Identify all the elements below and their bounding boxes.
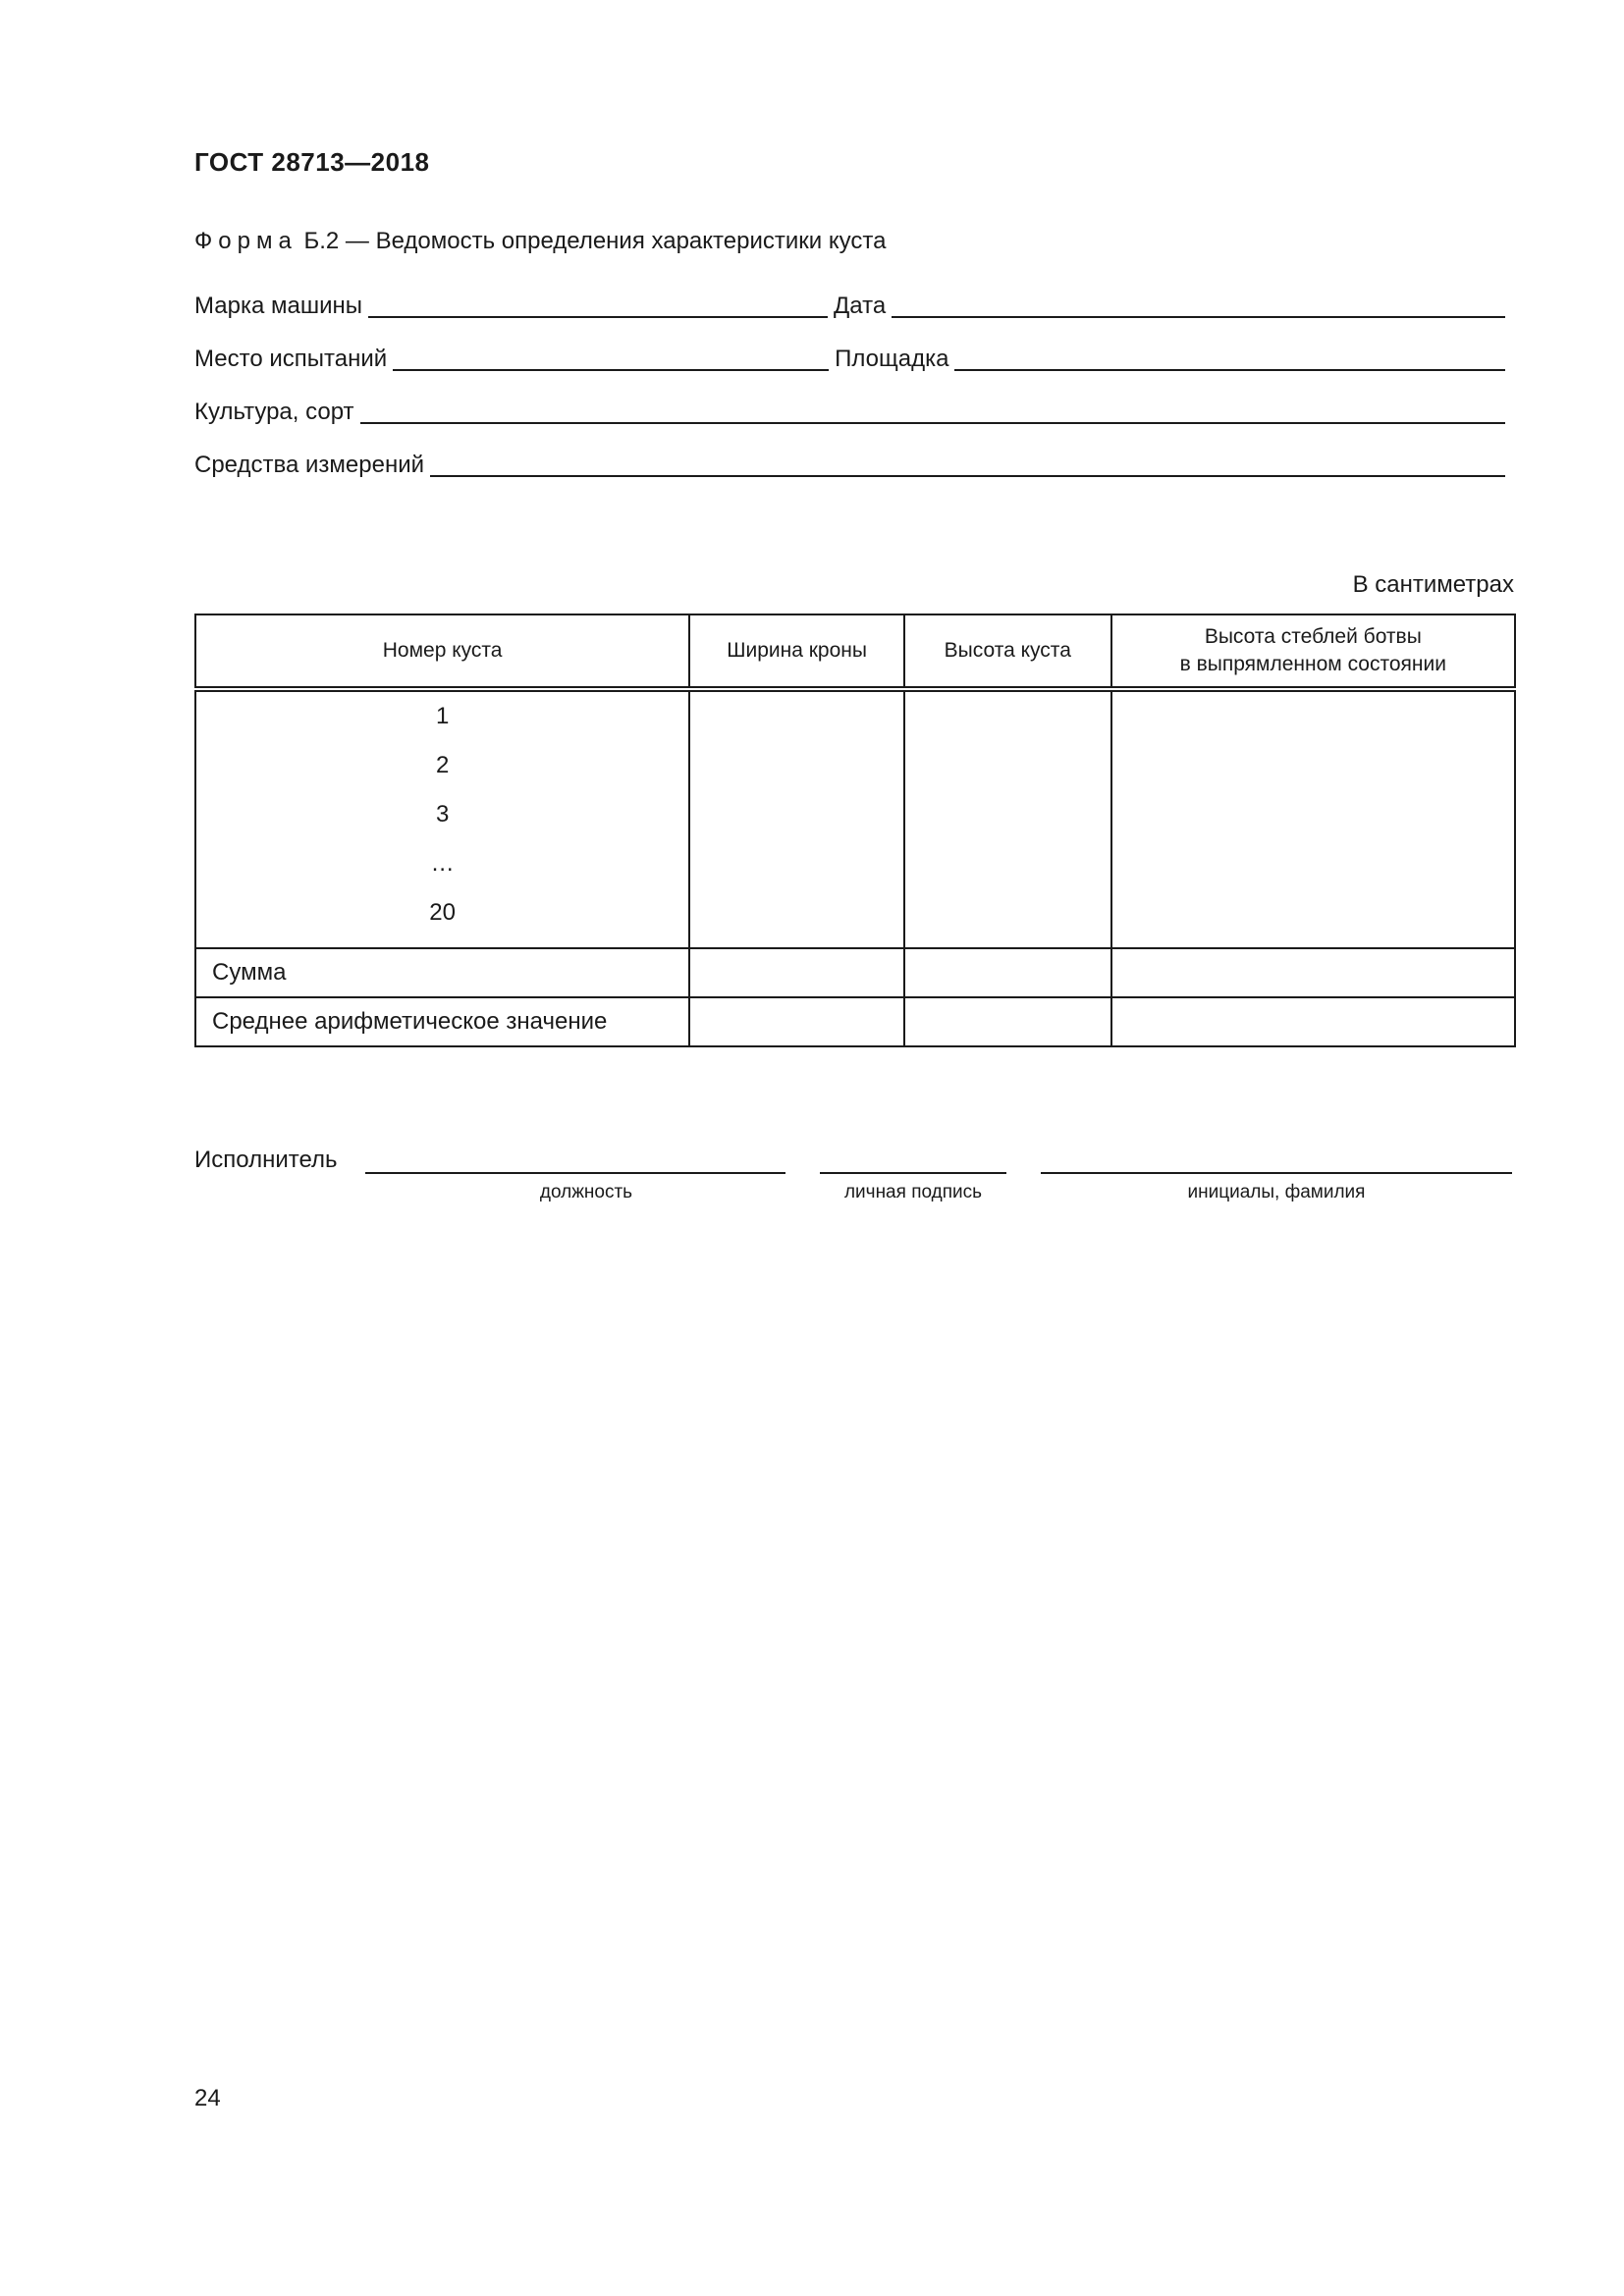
table-header-row (195, 614, 1515, 689)
crop-variety-blank[interactable] (360, 421, 1505, 424)
sum-crown-width-cell[interactable] (689, 948, 904, 997)
measuring-means-blank[interactable] (430, 474, 1505, 477)
test-place-blank[interactable] (393, 368, 829, 371)
form-title-prefix: Форма (194, 228, 298, 254)
date-label: Дата (834, 293, 887, 319)
form-title (194, 228, 886, 255)
header-bush-height: Высота куста (904, 614, 1111, 689)
bush-number: 20 (429, 899, 456, 926)
mean-label: Среднее арифметическое значение (195, 997, 689, 1046)
mean-crown-width-cell[interactable] (689, 997, 904, 1046)
position-blank[interactable] (365, 1171, 785, 1174)
document-code: ГОСТ 28713—2018 (194, 147, 430, 177)
header-bush-number: Номер куста (195, 614, 689, 689)
stem-height-cell[interactable] (1111, 689, 1515, 948)
header-crown-width: Ширина кроны (689, 614, 904, 689)
bush-number: 2 (435, 752, 450, 778)
sum-label: Сумма (195, 948, 689, 997)
bush-number-cell (195, 689, 689, 948)
field-row-machine-date (194, 287, 1511, 322)
site-blank[interactable] (954, 368, 1505, 371)
measuring-means-label: Средства измерений (194, 452, 425, 478)
bush-height-cell[interactable] (904, 689, 1111, 948)
header-stem-height-line1: Высота стеблей ботвы (1204, 625, 1422, 648)
name-blank[interactable] (1041, 1171, 1512, 1174)
page-number: 24 (194, 2085, 221, 2111)
field-row-place-site (194, 340, 1511, 375)
performer-label: Исполнитель (194, 1147, 338, 1173)
name-caption: инициалы, фамилия (1187, 1182, 1366, 1202)
table-row-numbers (195, 689, 1515, 948)
bush-number-ellipsis: … (430, 850, 455, 877)
sum-stem-height-cell[interactable] (1111, 948, 1515, 997)
site-label: Площадка (835, 346, 949, 372)
signature-caption: личная подпись (843, 1182, 983, 1202)
field-row-measuring (194, 446, 1511, 481)
mean-bush-height-cell[interactable] (904, 997, 1111, 1046)
header-stem-height-line2: в выпрямленном состоянии (1179, 653, 1446, 675)
bush-number: 3 (435, 801, 450, 828)
field-row-crop (194, 393, 1511, 428)
machine-brand-blank[interactable] (368, 315, 828, 318)
bush-number: 1 (435, 703, 450, 729)
table-row-sum (195, 948, 1515, 997)
units-note: В сантиметрах (1352, 571, 1514, 598)
crown-width-cell[interactable] (689, 689, 904, 948)
table-row-mean (195, 997, 1515, 1046)
mean-stem-height-cell[interactable] (1111, 997, 1515, 1046)
form-title-text: Б.2 — Ведомость определения характеристики куста (297, 228, 887, 254)
crop-variety-label: Культура, сорт (194, 399, 354, 425)
machine-brand-label: Марка машины (194, 293, 363, 319)
signature-blank[interactable] (820, 1171, 1006, 1174)
position-caption: должность (539, 1182, 633, 1202)
bush-characteristics-table (194, 614, 1516, 1047)
header-stem-height (1111, 614, 1515, 689)
date-blank[interactable] (892, 315, 1505, 318)
test-place-label: Место испытаний (194, 346, 388, 372)
sum-bush-height-cell[interactable] (904, 948, 1111, 997)
